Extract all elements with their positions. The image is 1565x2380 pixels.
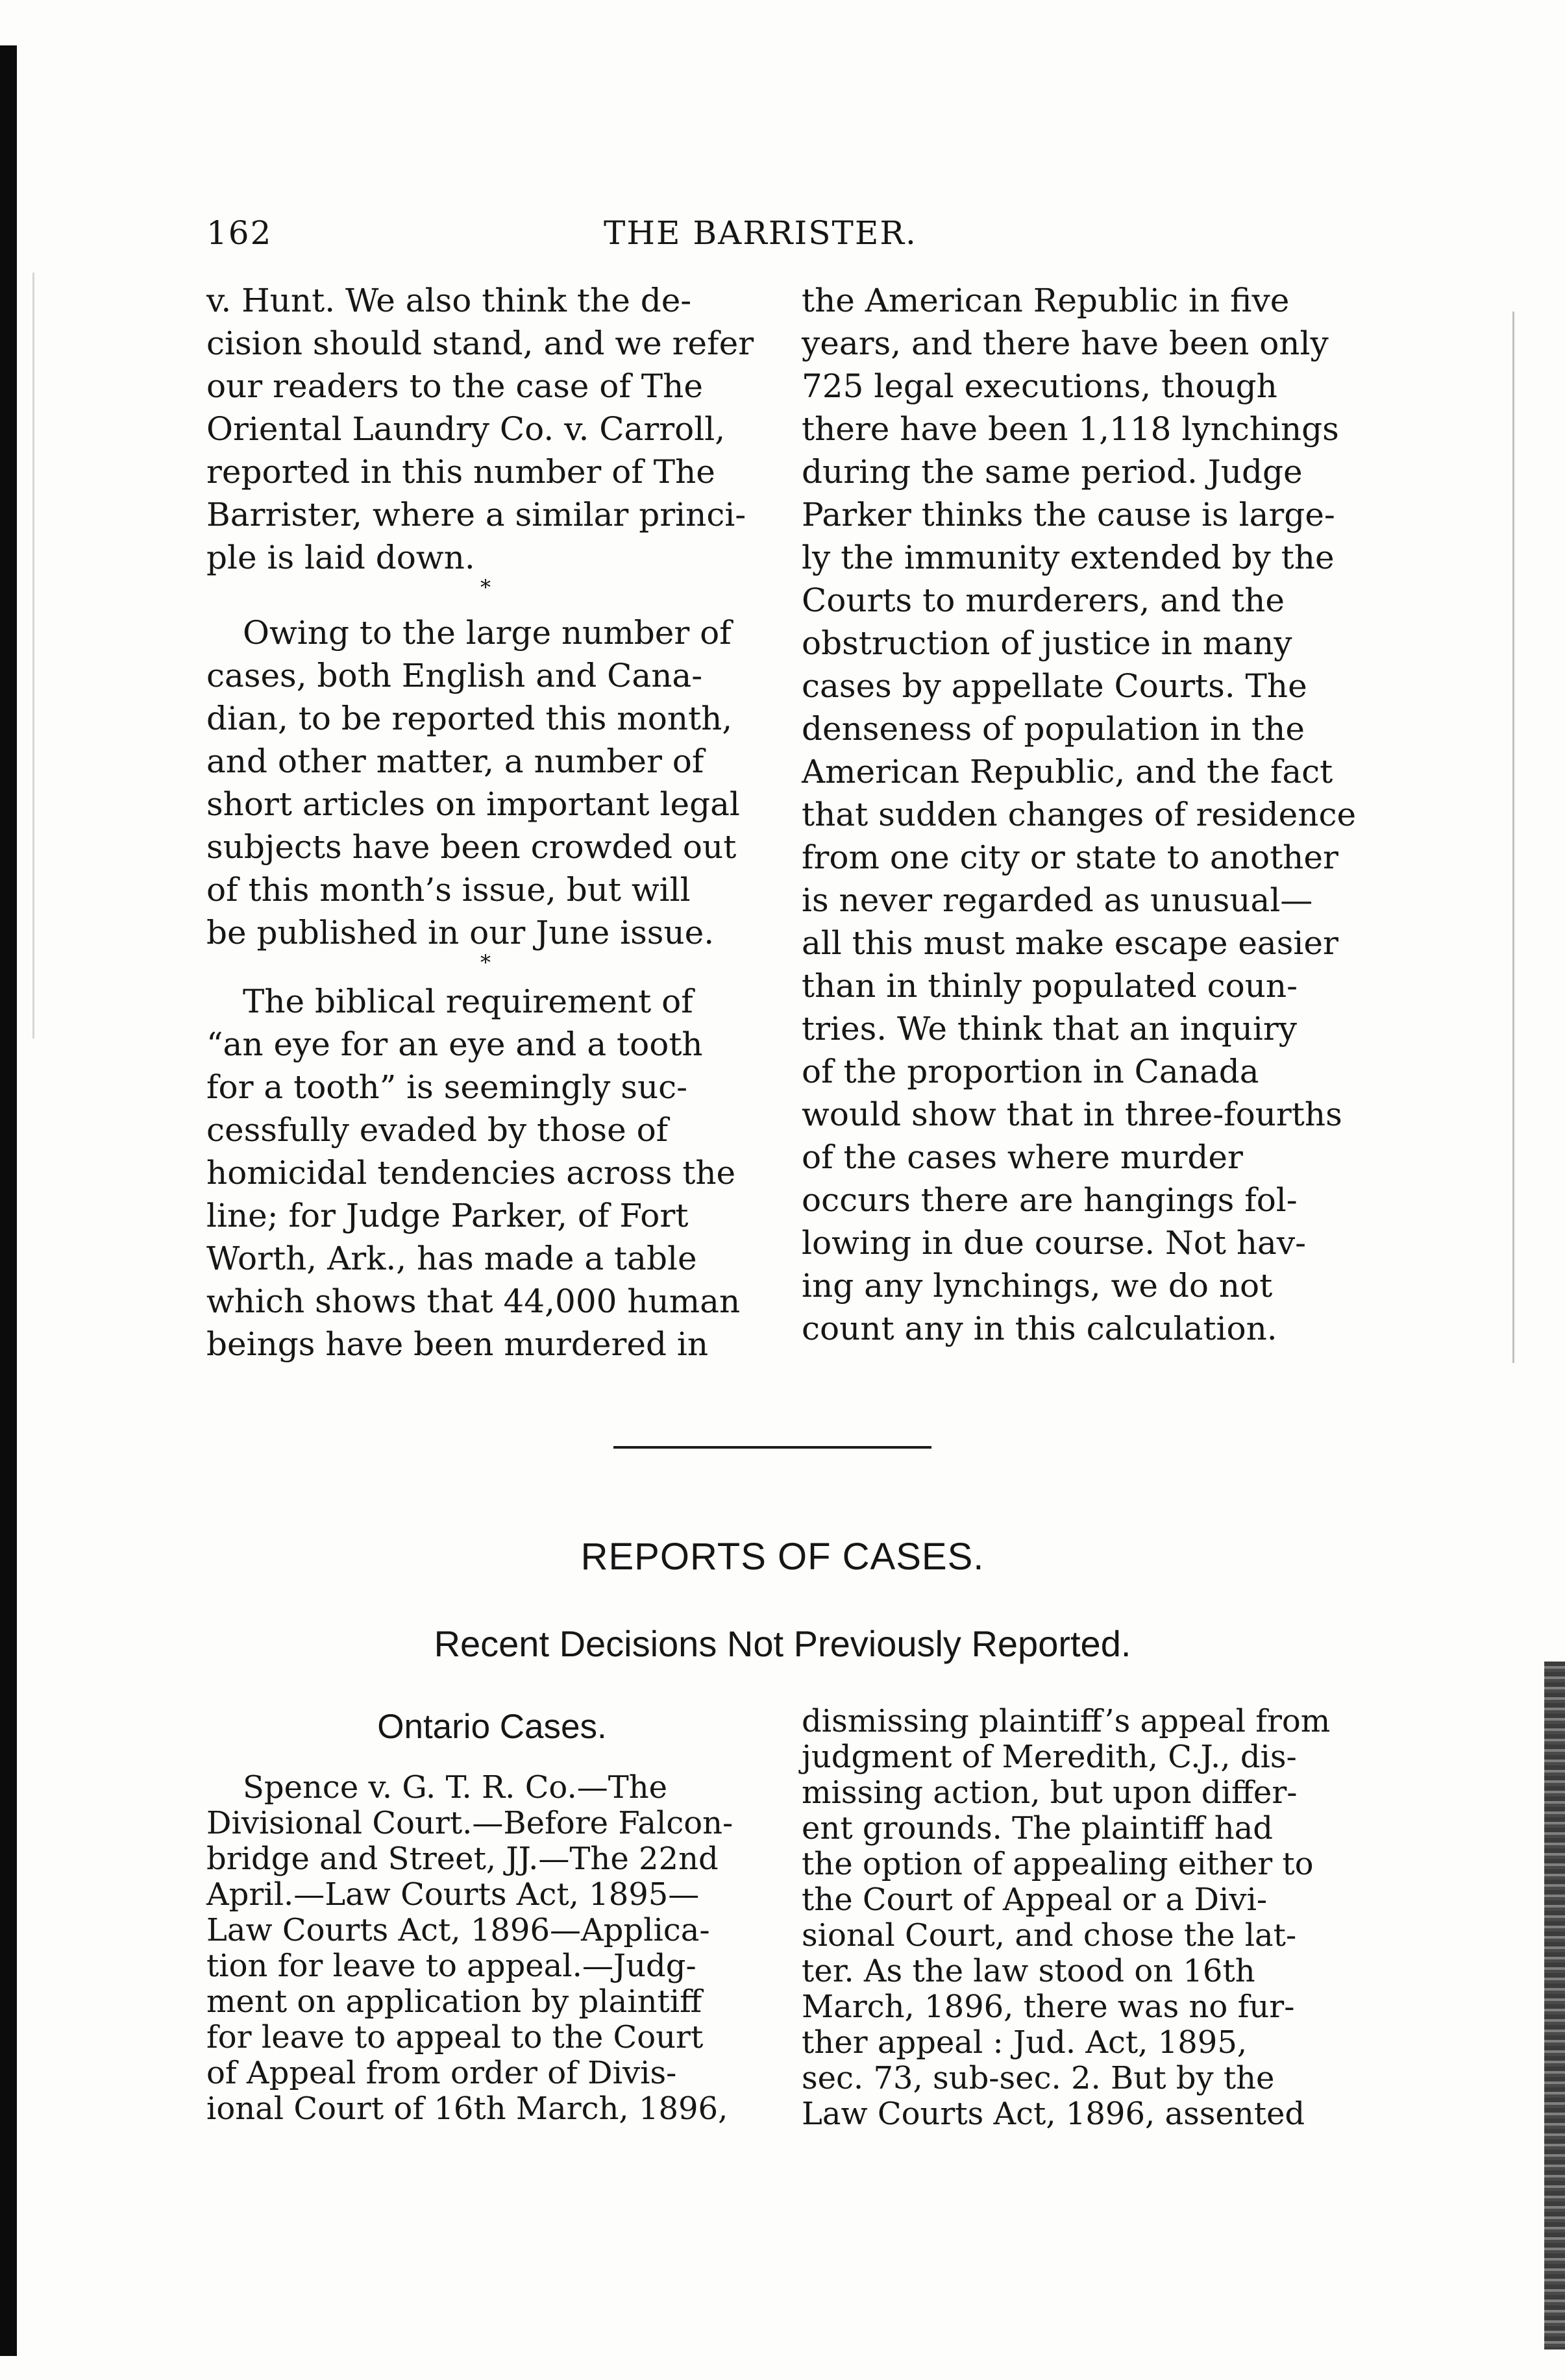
text-line: tion for leave to appeal.—Judg- <box>206 1948 696 1984</box>
section-separator: * <box>480 575 491 600</box>
text-line: all this must make escape easier <box>802 924 1338 962</box>
text-line: ter. As the law stood on 16th <box>802 1953 1255 1989</box>
text-line: be published in our June issue. <box>206 914 715 951</box>
text-line: ment on application by plaintiff <box>206 1983 702 2020</box>
text-line: from one city or state to another <box>802 839 1338 876</box>
text-line: for a tooth” is seemingly suc- <box>206 1068 688 1106</box>
text-line: there have been 1,118 lynchings <box>802 410 1339 448</box>
left-column <box>206 279 765 1366</box>
text-line: Law Courts Act, 1896—Applica- <box>206 1912 710 1948</box>
text-line: the American Republic in five <box>802 282 1290 319</box>
scan-edge-left <box>0 45 17 2356</box>
text-line: ly the immunity extended by the <box>802 539 1335 576</box>
text-line: which shows that 44,000 human <box>206 1282 741 1320</box>
text-line: than in thinly populated coun- <box>802 967 1298 1005</box>
scan-margin-line <box>32 273 34 1038</box>
text-line: beings have been murdered in <box>206 1325 709 1363</box>
text-line: obstruction of justice in many <box>802 624 1292 662</box>
section-subtitle: Recent Decisions Not Previously Reported. <box>434 1623 1131 1664</box>
text-line: count any in this calculation. <box>802 1310 1277 1347</box>
text-line: sional Court, and chose the lat- <box>802 1917 1297 1954</box>
running-title: THE BARRISTER. <box>604 214 917 252</box>
text-line: that sudden changes of residence <box>802 796 1357 833</box>
text-line: Law Courts Act, 1896, assented <box>802 2096 1305 2132</box>
text-line: Spence v. G. T. R. Co.—The <box>243 1769 668 1806</box>
text-line: ent grounds. The plaintiff had <box>802 1810 1273 1846</box>
text-line: reported in this number of The <box>206 453 715 491</box>
text-line: line; for Judge Parker, of Fort <box>206 1197 689 1234</box>
text-line: for leave to appeal to the Court <box>206 2019 704 2055</box>
text-line: tries. We think that an inquiry <box>802 1010 1298 1048</box>
scan-edge-right <box>1544 1662 1565 2349</box>
text-line: sec. 73, sub-sec. 2. But by the <box>802 2060 1275 2096</box>
paragraph <box>206 980 765 1366</box>
text-line: would show that in three-fourths <box>802 1096 1342 1133</box>
text-line: ional Court of 16th March, 1896, <box>206 2091 728 2127</box>
text-line: March, 1896, there was no fur- <box>802 1989 1295 2025</box>
text-line: cision should stand, and we refer <box>206 325 754 362</box>
paragraph <box>206 279 765 579</box>
text-line: the Court of Appeal or a Divi- <box>802 1882 1268 1918</box>
text-line: cases by appellate Courts. The <box>802 667 1307 705</box>
text-line: cessfully evaded by those of <box>206 1111 669 1149</box>
text-line: denseness of population in the <box>802 710 1305 748</box>
reports-right-column <box>802 1704 1373 2132</box>
section-separator: * <box>480 950 491 975</box>
text-line: The biblical requirement of <box>243 983 693 1020</box>
text-line: of the cases where murder <box>802 1138 1243 1176</box>
text-line: Owing to the large number of <box>243 614 732 652</box>
text-line: and other matter, a number of <box>206 742 704 780</box>
text-line: bridge and Street, JJ.—The 22nd <box>206 1841 719 1877</box>
text-line: our readers to the case of The <box>206 367 703 405</box>
text-line: dian, to be reported this month, <box>206 700 733 737</box>
text-line: Courts to murderers, and the <box>802 582 1285 619</box>
text-line: homicidal tendencies across the <box>206 1154 736 1192</box>
text-line: during the same period. Judge <box>802 453 1303 491</box>
text-line: 725 legal executions, though <box>802 367 1277 405</box>
section-title: REPORTS OF CASES. <box>580 1536 985 1578</box>
text-line: the option of appealing either to <box>802 1846 1314 1882</box>
text-line: ing any lynchings, we do not <box>802 1267 1273 1305</box>
text-line: of Appeal from order of Divis- <box>206 2055 677 2091</box>
text-line: Oriental Laundry Co. v. Carroll, <box>206 410 726 448</box>
text-line: of this month’s issue, but will <box>206 871 691 909</box>
text-line: Worth, Ark., has made a table <box>206 1240 697 1277</box>
text-line: is never regarded as unusual— <box>802 881 1313 919</box>
text-line: ther appeal : Jud. Act, 1895, <box>802 2024 1248 2061</box>
text-line: short articles on important legal <box>206 785 740 823</box>
text-line: Parker thinks the cause is large- <box>802 496 1335 534</box>
text-line: subjects have been crowded out <box>206 828 737 866</box>
text-line: Barrister, where a similar princi- <box>206 496 746 534</box>
reports-left-column <box>206 1704 778 2127</box>
right-column <box>802 279 1373 1350</box>
text-line: American Republic, and the fact <box>802 753 1333 791</box>
section-divider <box>613 1446 931 1449</box>
text-line: occurs there are hangings fol- <box>802 1181 1298 1219</box>
text-line: cases, both English and Cana- <box>206 657 703 694</box>
text-line: missing action, but upon differ- <box>802 1774 1298 1811</box>
text-line: ple is laid down. <box>206 539 475 576</box>
text-line: “an eye for an eye and a tooth <box>206 1025 703 1063</box>
text-line: Divisional Court.—Before Falcon- <box>206 1805 733 1841</box>
subsection-heading: Ontario Cases. <box>377 1708 607 1746</box>
text-line: judgment of Meredith, C.J., dis- <box>802 1739 1297 1775</box>
page-number: 162 <box>206 214 273 252</box>
text-line: lowing in due course. Not hav- <box>802 1224 1307 1262</box>
text-line: v. Hunt. We also think the de- <box>206 282 692 319</box>
scan-margin-line <box>1512 312 1514 1363</box>
paragraph <box>206 611 765 954</box>
text-line: years, and there have been only <box>802 325 1329 362</box>
text-line: of the proportion in Canada <box>802 1053 1259 1090</box>
text-line: dismissing plaintiff’s appeal from <box>802 1703 1331 1739</box>
text-line: April.—Law Courts Act, 1895— <box>206 1876 700 1913</box>
